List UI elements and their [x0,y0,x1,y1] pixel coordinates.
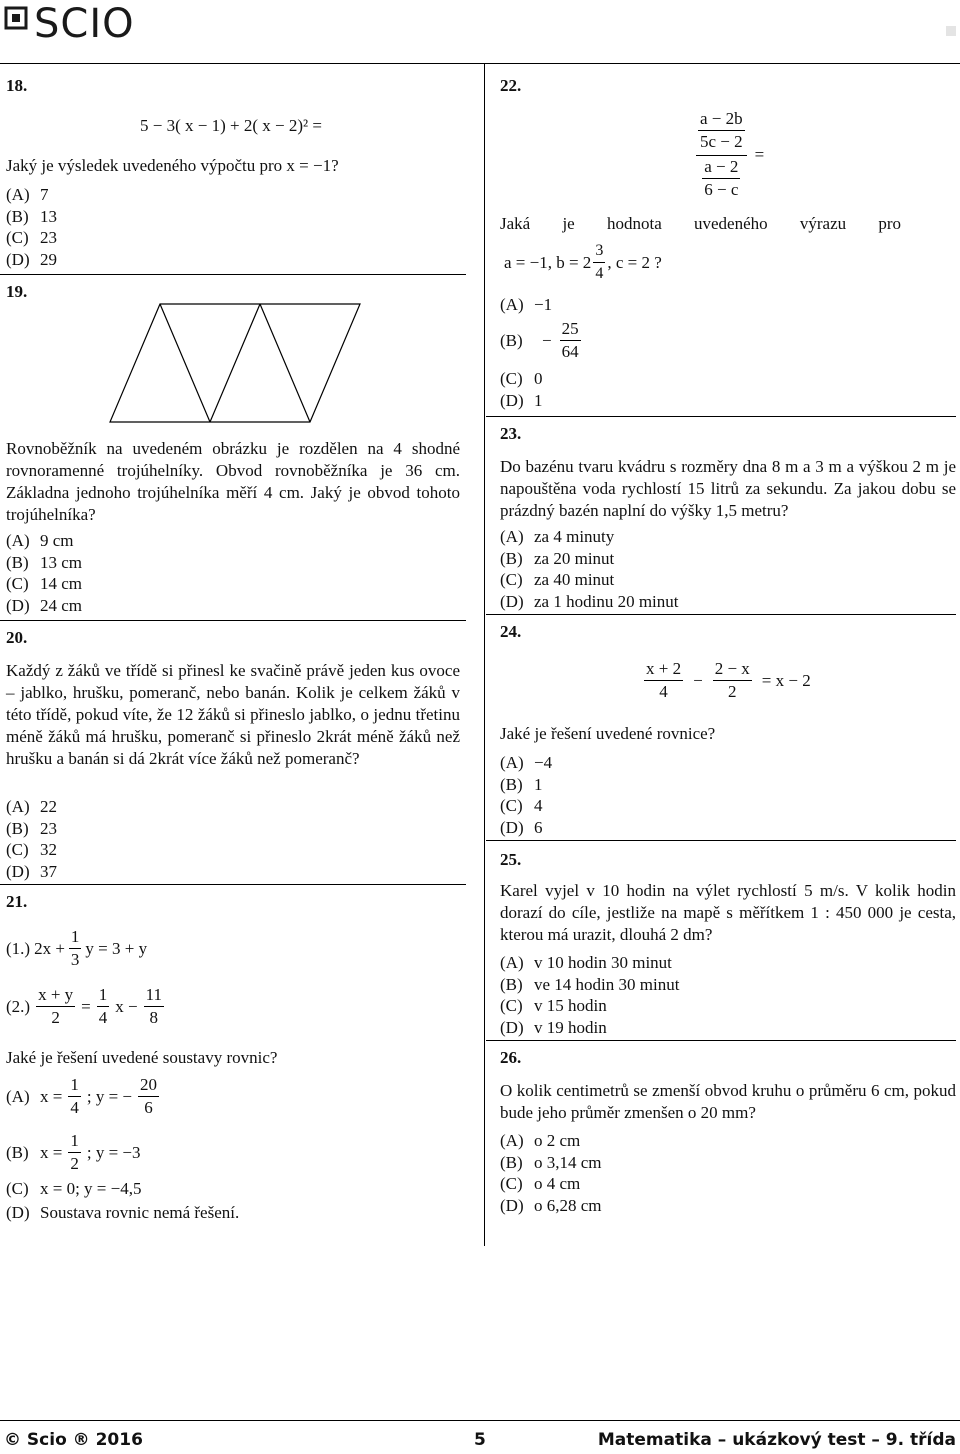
fraction: $\frac{1}{4}$ [98,985,108,1027]
fraction: $\frac{25}{64}$ [561,319,579,361]
header-rule [0,63,960,64]
fraction: $\frac{1}{4}$ [70,1075,79,1117]
fraction: $\frac{11}{8}$ [145,985,162,1027]
option: (C) v 15 hodin [500,996,607,1015]
option: (D) Soustava rovnic nemá řešení. [6,1203,240,1222]
footer-copyright: © Scio ® 2016 [4,1430,143,1450]
fraction: $\frac{2 - x}{2}$ [714,659,750,701]
option: (A) v 10 hodin 30 minut [500,953,672,972]
option: (D) 37 [6,861,57,881]
option: (B) 23 [6,818,57,838]
option: (A) 7 [6,185,49,204]
options [6,530,82,616]
question-divider [486,840,956,841]
fraction: $\frac{1}{3}$ [70,927,80,969]
question-number: 24. [500,622,522,641]
question-number: 19. [6,282,28,301]
footer-title: Matematika – ukázkový test – 9. třída [597,1430,956,1450]
question-number: 21. [6,892,28,911]
footer-rule [0,1420,960,1421]
question-text: Jaké je řešení uvedené rovnice? [500,724,716,743]
options [500,526,678,612]
question-text: Rovnoběžník na uvedeném obrázku je rozdělen na 4 shodné rovnoramenné trojúhelníky. Obvod rovnoběžníka je 36 cm. Základna jednoho trojúhelníka měří 4 cm. Jaký je obvod tohoto trojúhelníka? [6,439,460,524]
question-number: 25. [500,850,522,869]
option: (B) − $\frac{25}{64}$ [500,319,579,361]
fraction: $\frac{20}{6}$ [140,1075,157,1117]
option: (B) 1 [500,774,543,794]
option: (A) za 4 minuty [500,527,615,546]
question-number: 23. [500,424,522,443]
question-text: Jaká je hodnota uvedeného výrazu pro [500,214,902,233]
option: (B) o 3,14 cm [500,1152,602,1172]
question-number: 18. [6,76,28,95]
equation: $\frac{x + 2}{4}$ − $\frac{2 - x}{2}$ = x − 2 [646,659,811,701]
option: (C) 4 [500,796,543,815]
fraction: $\frac{1}{2}$ [70,1131,79,1173]
options [500,952,679,1038]
equation-1: (1.) 2x + $\frac{1}{3}$ y = 3 + y [6,927,148,969]
option: (C) 14 cm [6,574,83,593]
fraction: $\frac{3}{4}$ [595,242,604,282]
question-text: O kolik centimetrů se zmenší obvod kruhu o průměru 6 cm, pokud bude jeho průměr zmenšen o 20 mm? [500,1081,956,1122]
fraction: $\frac{x + y}{2}$ [38,985,74,1027]
question-divider [0,274,466,275]
option: (C) o 4 cm [500,1174,581,1193]
option: (C) 23 [6,228,57,247]
question-number: 26. [500,1048,522,1067]
question-divider [486,614,956,615]
equation-2: (2.) $\frac{x + y}{2}$ = $\frac{1}{4}$ x − $\frac{11}{8}$ [6,985,162,1027]
question-text: Jaké je řešení uvedené soustavy rovnic? [6,1048,278,1067]
option: (A) −1 [500,295,553,314]
option: (C) x = 0; y = −4,5 [6,1179,142,1198]
question-divider [0,620,466,621]
page-number: 5 [474,1430,486,1450]
option: (A) 22 [6,797,57,816]
option: (B) za 20 minut [500,548,615,568]
variable-values: a = −1, b = 2 $\frac{3}{4}$ , c = 2 ? [504,240,662,285]
option: (A) x = $\frac{1}{4}$ ; y = − $\frac{20}{6}$ [6,1075,157,1117]
question-number: 20. [6,628,28,647]
option: (B) 13 cm [6,552,83,572]
option: (A) −4 [500,753,553,772]
options [6,184,57,270]
parallelogram-figure [106,300,370,426]
option: (D) 29 [6,249,57,269]
option: (D) 1 [500,391,543,410]
option: (D) za 1 hodinu 20 minut [500,591,679,611]
fraction: $\frac{x + 2}{4}$ [646,659,682,701]
question-divider [0,884,466,885]
option: (A) o 2 cm [500,1131,581,1150]
column-separator [484,64,485,1246]
option: (C) za 40 minut [500,570,615,589]
scio-logo [4,2,135,46]
option: (B) 13 [6,206,57,226]
option: (D) o 6,28 cm [500,1195,602,1215]
options [6,796,57,882]
option: (B) ve 14 hodin 30 minut [500,974,680,994]
question-divider [486,416,956,417]
option: (C) 0 [500,369,543,388]
corner-marker [946,26,956,36]
option: (C) 32 [6,840,57,859]
options [500,752,552,838]
expression: 5 − 3( x − 1) + 2( x − 2)² = [140,116,322,135]
question-text: Každý z žáků ve třídě si přinesl ke svačině právě jeden kus ovoce – jablko, hrušku, pomeranč, nebo banán. Kolik je celkem žáků v této třídě, pokud víte, že 12 žáků si přineslo jablko, o jednu třetinu méně žáků má hrušku, pomeranč si přineslo 2krát méně žáků než hrušku a banán si dá 2krát více žáků než pomeranč? [6,661,460,768]
logo-text: SCIO [34,1,135,47]
question-text: Karel vyjel v 10 hodin na výlet rychlostí 5 m/s. V kolik hodin dorazí do cíle, jestliže na mapě s měřítkem 1 : 450 000 je cesta, kterou má urazit, dlouhá 2 dm? [500,881,956,944]
option: (D) v 19 hodin [500,1017,607,1037]
compound-fraction: $\frac{\frac{a - 2b}{5c - 2}}{\frac{a - 2}{6 - c}}$ = [696,108,764,201]
scio-logo-icon [4,4,30,44]
question-text: Do bazénu tvaru kvádru s rozměry dna 8 m a 3 m a výškou 2 m je napouštěna voda rychlostí 15 litrů za sekundu. Za jakou dobu se prázdný bazén naplní do výšky 1,5 metru? [500,457,956,520]
question-divider [486,1040,956,1041]
option: (A) 9 cm [6,531,74,550]
option: (D) 24 cm [6,595,83,615]
question-text: Jaký je výsledek uvedeného výpočtu pro x = −1? [6,156,339,175]
option: (B) x = $\frac{1}{2}$ ; y = −3 [6,1131,141,1173]
option: (D) 6 [500,817,543,837]
options [500,1130,602,1216]
question-number: 22. [500,76,522,95]
